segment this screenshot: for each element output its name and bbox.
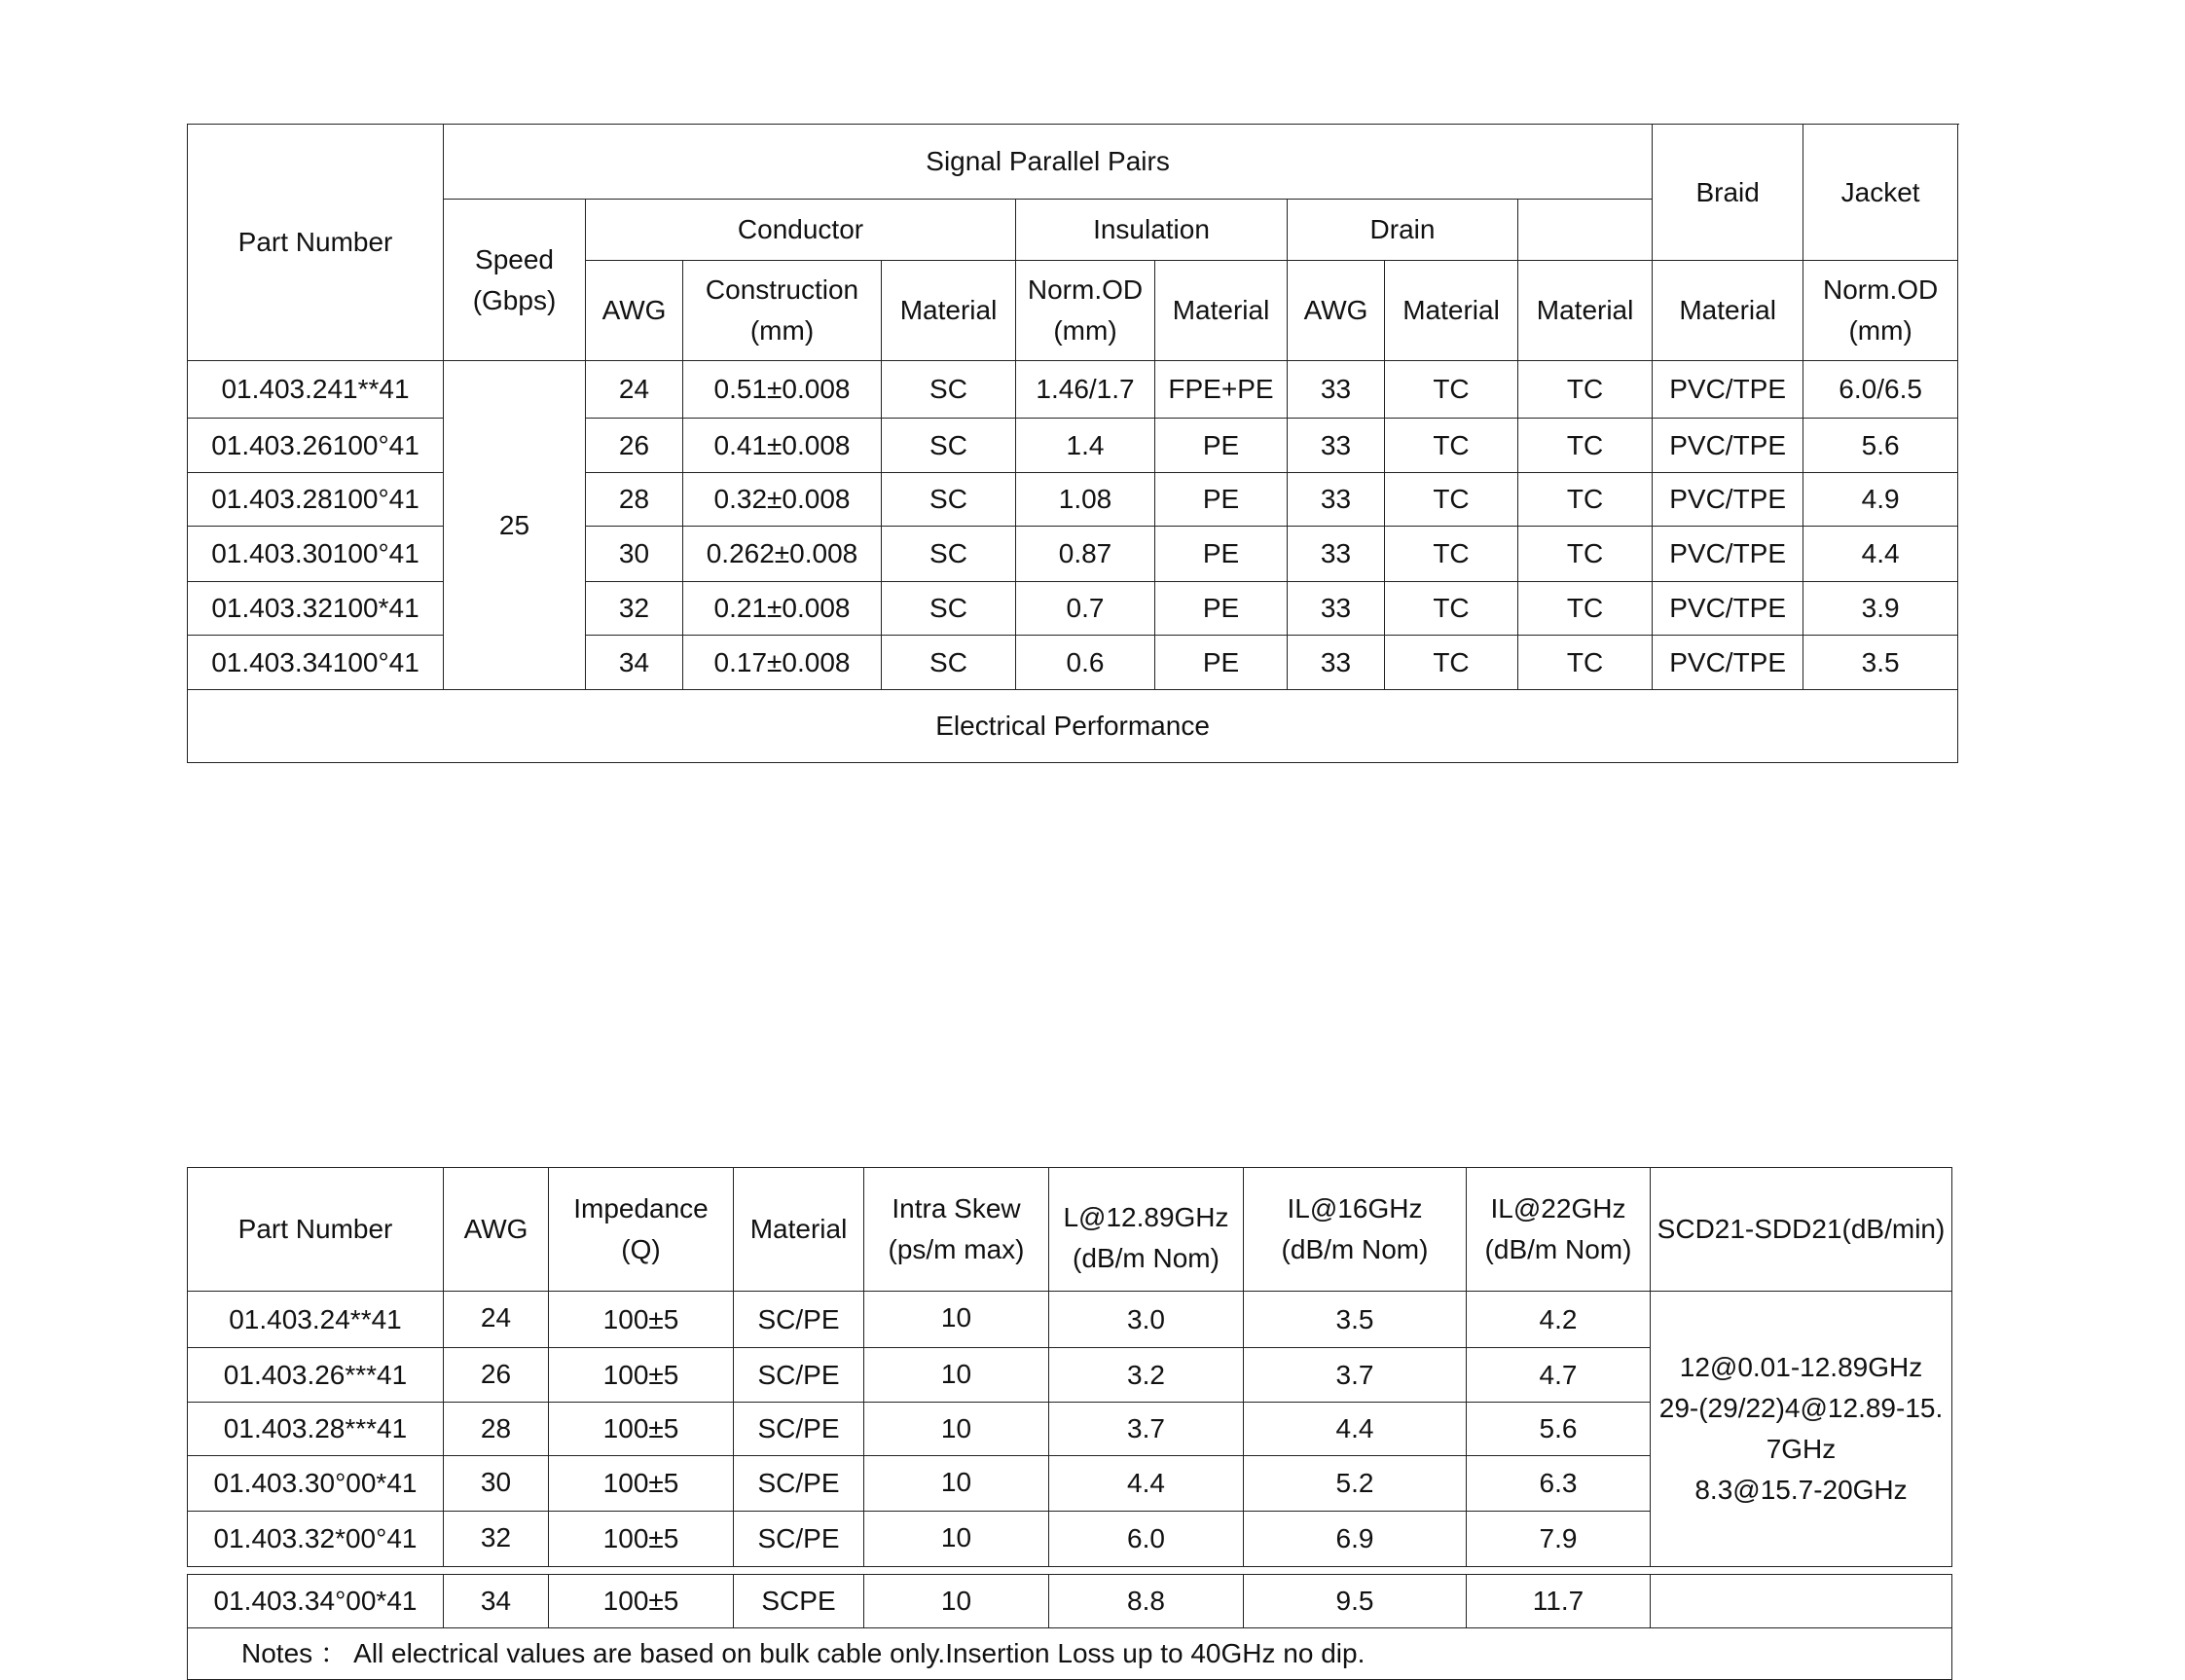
intra-skew: 10 (864, 1292, 1049, 1348)
insulation-od: 1.46/1.7 (1016, 361, 1155, 419)
intra-skew: 10 (864, 1456, 1049, 1512)
part-number-header: Part Number (188, 125, 444, 361)
construction: 0.262±0.008 (683, 527, 882, 582)
jacket-material: PVC/TPE (1653, 473, 1803, 527)
braid-material: TC (1518, 361, 1653, 419)
part-number: 01.403.30100°41 (188, 527, 444, 582)
il-16ghz: 5.2 (1244, 1456, 1467, 1512)
part-number: 01.403.26***41 (188, 1348, 444, 1403)
intra-skew: 10 (864, 1348, 1049, 1403)
conductor-awg-header: AWG (586, 261, 683, 361)
jacket-od: 3.9 (1803, 582, 1958, 636)
il-16ghz: 3.7 (1244, 1348, 1467, 1403)
scd21-sdd21-header: SCD21-SDD21(dB/min) (1651, 1168, 1952, 1292)
part-number: 01.403.32*00°41 (188, 1512, 444, 1567)
material: SCPE (734, 1575, 864, 1628)
il-22ghz: 4.7 (1467, 1348, 1651, 1403)
row-spacer (188, 1567, 1952, 1575)
insulation-od: 1.4 (1016, 419, 1155, 473)
material: SC/PE (734, 1292, 864, 1348)
part-number: 01.403.30°00*41 (188, 1456, 444, 1512)
part-number: 01.403.24**41 (188, 1292, 444, 1348)
awg: 28 (444, 1403, 549, 1456)
insulation-od: 0.87 (1016, 527, 1155, 582)
il-16ghz: 3.5 (1244, 1292, 1467, 1348)
impedance: 100±5 (549, 1292, 734, 1348)
jacket-material-header: Material (1653, 261, 1803, 361)
notes: Notes ： All electrical values are based on bulk cable only.Insertion Loss up to 40GHz no dip. (188, 1628, 1952, 1680)
part-number: 01.403.34°00*41 (188, 1575, 444, 1628)
awg: 34 (586, 636, 683, 690)
il-22ghz: 4.2 (1467, 1292, 1651, 1348)
awg: 26 (586, 419, 683, 473)
awg: 34 (444, 1575, 549, 1628)
speed-value: 25 (444, 361, 586, 690)
impedance: 100±5 (549, 1403, 734, 1456)
material: SC/PE (734, 1403, 864, 1456)
conductor-material: SC (882, 582, 1016, 636)
jacket-header: Jacket (1803, 125, 1958, 261)
ep-row (188, 1575, 1952, 1628)
conductor-material: SC (882, 473, 1016, 527)
intra-skew-header: Intra Skew (ps/m max) (864, 1168, 1049, 1292)
insulation-od-header: Norm.OD (mm) (1016, 261, 1155, 361)
ep-part-number-header: Part Number (188, 1168, 444, 1292)
awg: 24 (444, 1292, 549, 1348)
drain-awg: 33 (1288, 582, 1385, 636)
signal-parallel-pairs-header: Signal Parallel Pairs (444, 125, 1653, 200)
braid-material: TC (1518, 527, 1653, 582)
jacket-od: 4.4 (1803, 527, 1958, 582)
drain-header: Drain (1288, 200, 1518, 261)
part-number: 01.403.26100°41 (188, 419, 444, 473)
l-12-89ghz: 4.4 (1049, 1456, 1244, 1512)
il-22ghz-header: IL@22GHz (dB/m Nom) (1467, 1168, 1651, 1292)
drain-awg: 33 (1288, 527, 1385, 582)
awg: 26 (444, 1348, 549, 1403)
drain-awg: 33 (1288, 636, 1385, 690)
insulation-od: 0.6 (1016, 636, 1155, 690)
il-22ghz: 7.9 (1467, 1512, 1651, 1567)
part-number: 01.403.28***41 (188, 1403, 444, 1456)
insulation-od: 1.08 (1016, 473, 1155, 527)
l-12-89ghz: 3.2 (1049, 1348, 1244, 1403)
electrical-performance-title: Electrical Performance (188, 690, 1958, 763)
il-16ghz: 4.4 (1244, 1403, 1467, 1456)
material: SC/PE (734, 1456, 864, 1512)
braid-material-header: Material (1518, 261, 1653, 361)
insulation-header: Insulation (1016, 200, 1288, 261)
conductor-material: SC (882, 527, 1016, 582)
awg: 30 (586, 527, 683, 582)
ep-awg-header: AWG (444, 1168, 549, 1292)
part-number: 01.403.28100°41 (188, 473, 444, 527)
il-22ghz: 5.6 (1467, 1403, 1651, 1456)
braid-material: TC (1518, 473, 1653, 527)
drain-material: TC (1385, 636, 1518, 690)
part-number: 01.403.34100°41 (188, 636, 444, 690)
conductor-header: Conductor (586, 200, 1016, 261)
drain-awg-header: AWG (1288, 261, 1385, 361)
jacket-od: 6.0/6.5 (1803, 361, 1958, 419)
jacket-material: PVC/TPE (1653, 527, 1803, 582)
jacket-material: PVC/TPE (1653, 419, 1803, 473)
spec-row (188, 361, 1958, 419)
drain-awg: 33 (1288, 419, 1385, 473)
l-12-89ghz: 3.0 (1049, 1292, 1244, 1348)
scd21-sdd21-value: 12@0.01-12.89GHz 29-(29/22)4@12.89-15. 7GHz 8.3@15.7-20GHz (1651, 1292, 1952, 1567)
il-16ghz: 9.5 (1244, 1575, 1467, 1628)
jacket-material: PVC/TPE (1653, 582, 1803, 636)
awg: 28 (586, 473, 683, 527)
l-12-89ghz: 8.8 (1049, 1575, 1244, 1628)
il-16ghz-header: IL@16GHz (dB/m Nom) (1244, 1168, 1467, 1292)
conductor-material: SC (882, 361, 1016, 419)
impedance: 100±5 (549, 1456, 734, 1512)
construction: 0.21±0.008 (683, 582, 882, 636)
braid-header: Braid (1653, 125, 1803, 261)
awg: 30 (444, 1456, 549, 1512)
awg: 32 (444, 1512, 549, 1567)
insulation-material-header: Material (1155, 261, 1288, 361)
conductor-material: SC (882, 636, 1016, 690)
jacket-od: 3.5 (1803, 636, 1958, 690)
l-12-89ghz-header: L@12.89GHz (dB/m Nom) (1049, 1168, 1244, 1292)
drain-material: TC (1385, 582, 1518, 636)
construction: 0.32±0.008 (683, 473, 882, 527)
impedance-header: Impedance (Q) (549, 1168, 734, 1292)
braid-material: TC (1518, 582, 1653, 636)
speed-header: Speed (Gbps) (444, 200, 586, 361)
insulation-od: 0.7 (1016, 582, 1155, 636)
construction-header: Construction (mm) (683, 261, 882, 361)
insulation-material: PE (1155, 419, 1288, 473)
cable-spec-table (187, 124, 1958, 763)
jacket-material: PVC/TPE (1653, 636, 1803, 690)
braid-material: TC (1518, 636, 1653, 690)
construction: 0.51±0.008 (683, 361, 882, 419)
construction: 0.17±0.008 (683, 636, 882, 690)
conductor-material: SC (882, 419, 1016, 473)
material: SC/PE (734, 1512, 864, 1567)
braid-material: TC (1518, 419, 1653, 473)
jacket-od: 4.9 (1803, 473, 1958, 527)
drain-material: TC (1385, 473, 1518, 527)
drain-material: TC (1385, 527, 1518, 582)
insulation-material: PE (1155, 636, 1288, 690)
intra-skew: 10 (864, 1512, 1049, 1567)
il-16ghz: 6.9 (1244, 1512, 1467, 1567)
impedance: 100±5 (549, 1575, 734, 1628)
insulation-material: PE (1155, 473, 1288, 527)
l-12-89ghz: 3.7 (1049, 1403, 1244, 1456)
jacket-od: 5.6 (1803, 419, 1958, 473)
insulation-material: FPE+PE (1155, 361, 1288, 419)
part-number: 01.403.241**41 (188, 361, 444, 419)
il-22ghz: 11.7 (1467, 1575, 1651, 1628)
part-number: 01.403.32100*41 (188, 582, 444, 636)
material: SC/PE (734, 1348, 864, 1403)
scd21-sdd21-value (1651, 1575, 1952, 1628)
l-12-89ghz: 6.0 (1049, 1512, 1244, 1567)
impedance: 100±5 (549, 1348, 734, 1403)
drain-material-header: Material (1385, 261, 1518, 361)
electrical-performance-table (187, 1167, 1952, 1680)
insulation-material: PE (1155, 527, 1288, 582)
awg: 24 (586, 361, 683, 419)
intra-skew: 10 (864, 1575, 1049, 1628)
insulation-material: PE (1155, 582, 1288, 636)
ep-row (188, 1292, 1952, 1348)
impedance: 100±5 (549, 1512, 734, 1567)
jacket-material: PVC/TPE (1653, 361, 1803, 419)
il-22ghz: 6.3 (1467, 1456, 1651, 1512)
conductor-material-header: Material (882, 261, 1016, 361)
drain-awg: 33 (1288, 361, 1385, 419)
awg: 32 (586, 582, 683, 636)
intra-skew: 10 (864, 1403, 1049, 1456)
drain-material: TC (1385, 419, 1518, 473)
drain-awg: 33 (1288, 473, 1385, 527)
ep-material-header: Material (734, 1168, 864, 1292)
drain-material: TC (1385, 361, 1518, 419)
construction: 0.41±0.008 (683, 419, 882, 473)
jacket-od-header: Norm.OD (mm) (1803, 261, 1958, 361)
